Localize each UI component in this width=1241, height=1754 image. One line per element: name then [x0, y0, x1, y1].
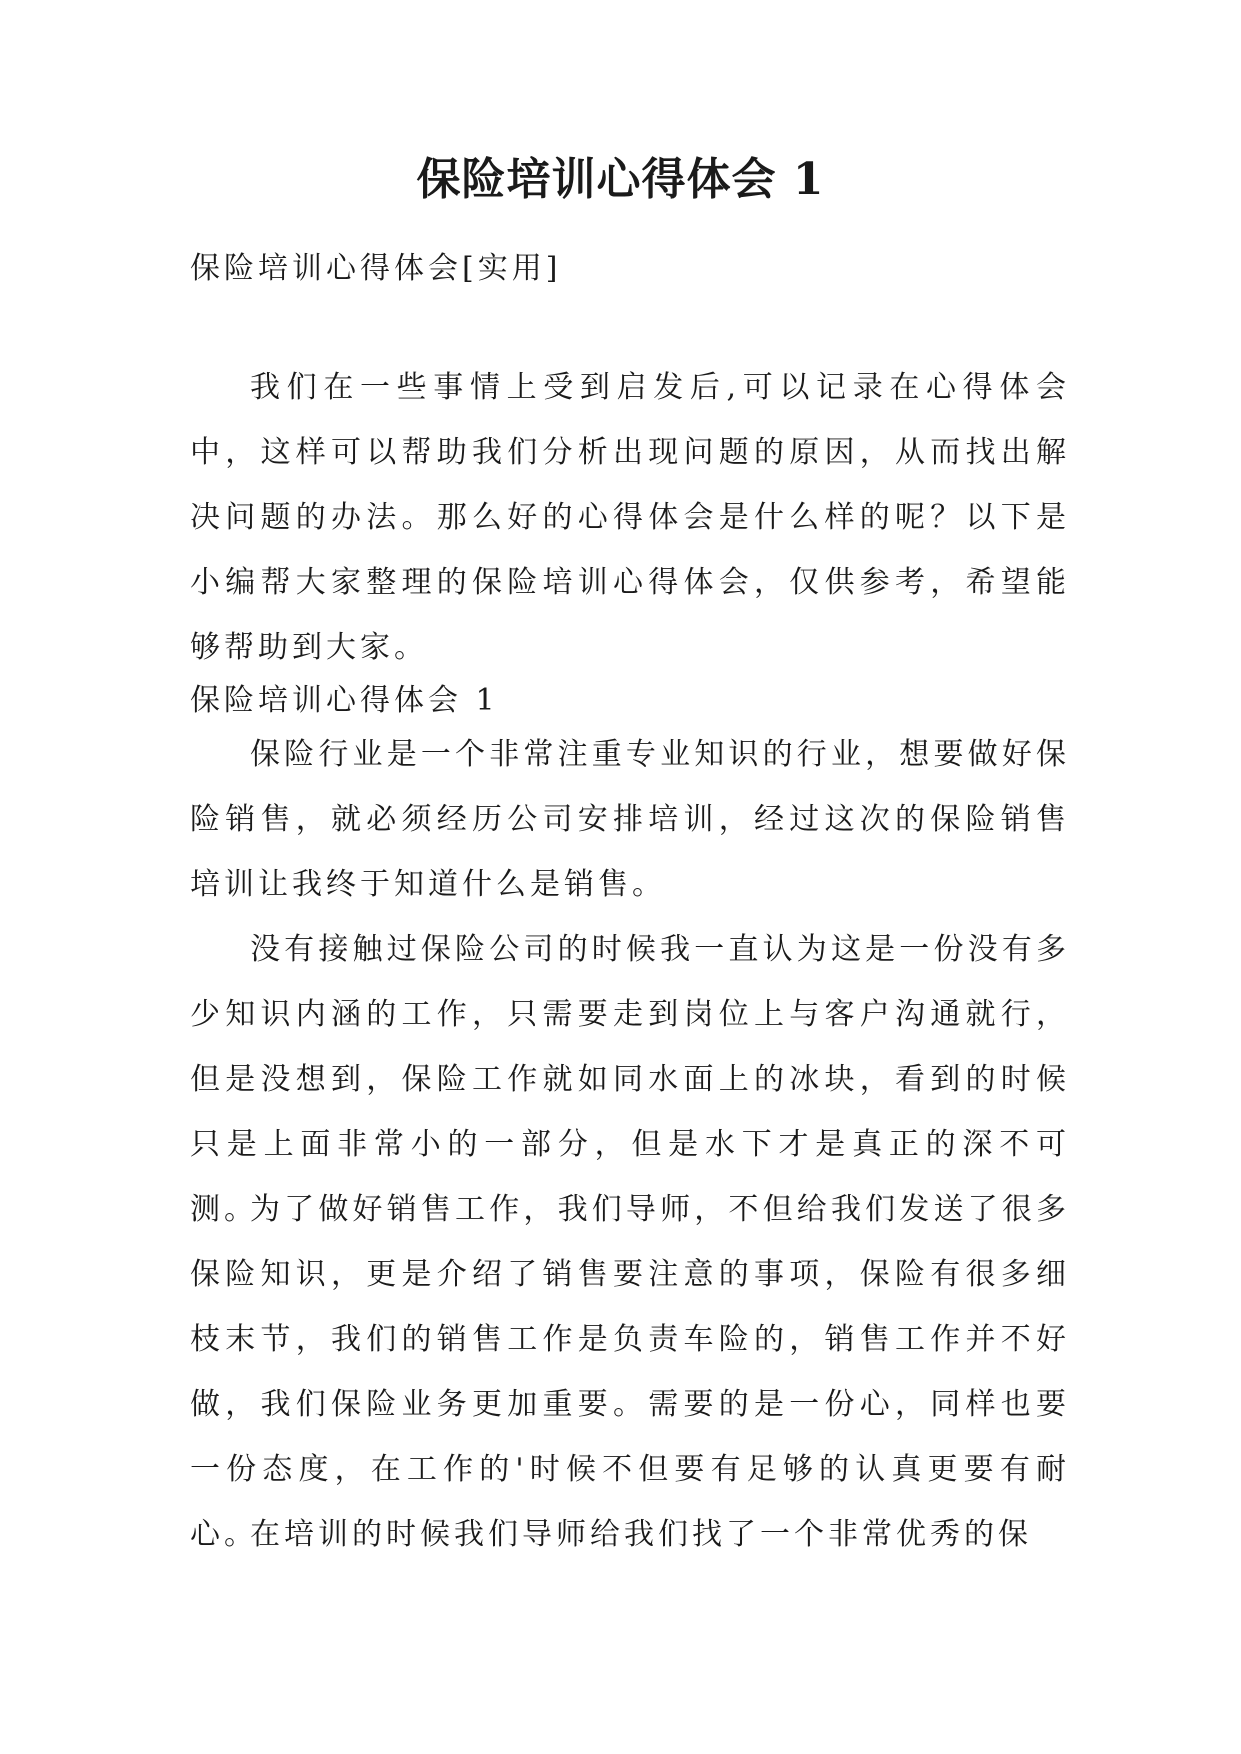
intro-paragraph: 我们在一些事情上受到启发后,可以记录在心得体会中，这样可以帮助我们分析出现问题的原因，从而找出解决问题的办法。那么好的心得体会是什么样的呢？以下是小编帮大家整理的保险培训心得体会，仅供参考，希望能够帮助到大家。 — [190, 370, 1070, 665]
document-title: 保险培训心得体会 1 — [416, 154, 825, 205]
body-paragraph-2: 没有接触过保险公司的时候我一直认为这是一份没有多少知识内涵的工作，只需要走到岗位上与客户沟通就行，但是没想到，保险工作就如同水面上的冰块，看到的时候只是上面非常小的一部分，但是水下才是真正的深不可测。 — [190, 932, 1070, 1227]
body-paragraph-1: 保险行业是一个非常注重专业知识的行业，想要做好保险销售，就必须经历公司安排培训，经过这次的保险销售培训让我终于知道什么是销售。 — [190, 737, 1070, 902]
document-subtitle: 保险培训心得体会[实用] — [190, 251, 562, 286]
body-paragraph-3: 为了做好销售工作，我们导师，不但给我们发送了很多保险知识，更是介绍了销售要注意的事项，保险有很多细枝末节，我们的销售工作是负责车险的，销售工作并不好做，我们保险业务更加重要。需要的是一份心，同样也要一份态度，在工作的'时候不但要有足够的认真更要有耐心。 — [190, 1192, 1070, 1552]
section-title: 保险培训心得体会 1 — [190, 683, 499, 718]
body-paragraph-4: 在培训的时候我们导师给我们找了一个非常优秀的保 — [250, 1517, 1032, 1552]
